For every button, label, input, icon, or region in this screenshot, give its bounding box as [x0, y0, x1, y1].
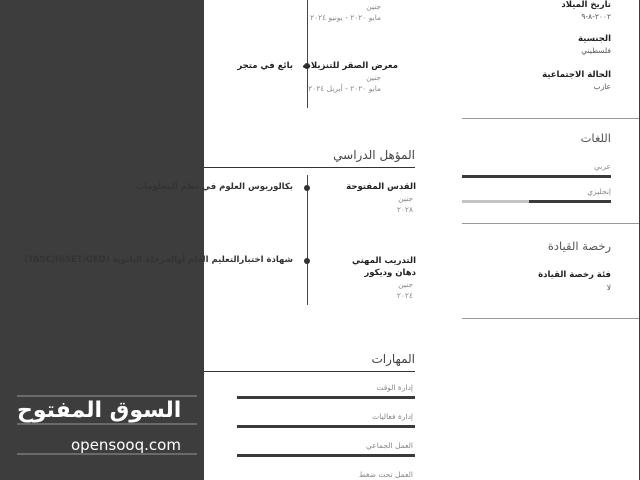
lang-2-name: إنجليزي	[588, 187, 612, 196]
license-label: فئة رخصة القيادة	[539, 270, 612, 280]
exp-1-dates: مايو ٢٠٢٠ - يونيو ٢٠٢٤	[311, 13, 382, 22]
skill-2-bar	[238, 425, 416, 428]
skill-1-bar-fill	[238, 396, 416, 399]
edu-2-location: جنين	[399, 280, 414, 289]
education-timeline	[308, 175, 309, 305]
edu-2-degree: شهادة اختبارالتعليم العام أوالمرحلة الثانوية (TASC/HiSET/GED)	[24, 255, 294, 265]
opensooq-logo-arabic: السوق المفتوح	[18, 398, 183, 423]
skill-2-bar-fill	[238, 425, 416, 428]
license-heading: رخصة القيادة	[548, 239, 612, 253]
edu-1-school: القدس المفتوحة	[347, 182, 417, 192]
left-skill-bar-2	[18, 423, 198, 425]
sidebar-divider-3	[463, 318, 640, 319]
skill-3-bar	[238, 454, 416, 457]
skill-1-name: إدارة الوقت	[377, 383, 414, 392]
edu-1-year: ٢٠٢٨	[397, 205, 414, 214]
skill-4-name: العمل تحت ضغط	[359, 470, 414, 479]
marital-value: عازب	[594, 82, 612, 91]
sidebar-divider-2	[463, 223, 640, 224]
skill-2-name: إدارة فعاليات	[373, 412, 414, 421]
edu-2-dot	[305, 258, 311, 264]
marital-label: الحالة الاجتماعية	[543, 70, 612, 80]
lang-1-bar	[463, 175, 612, 178]
lang-1-name: عربي	[595, 162, 612, 171]
languages-heading: اللغات	[581, 131, 612, 145]
edu-2-year: ٢٠٢٤	[397, 291, 414, 300]
exp-2-dates: مايو ٢٠٢٠ - أبريل ٢٠٢٤	[309, 84, 382, 93]
exp-2-role: بائع في متجر	[238, 61, 294, 71]
edu-1-location: جنين	[399, 194, 414, 203]
license-value: لا	[607, 283, 612, 292]
birth-value: ٢٠٠٢-٨-٩	[582, 12, 612, 21]
sidebar-divider-1	[463, 118, 640, 119]
education-heading: المؤهل الدراسي	[334, 148, 416, 162]
nationality-label: الجنسية	[579, 34, 612, 44]
edu-1-degree: بكالوريوس العلوم في نظم المعلومات	[136, 182, 294, 192]
exp-2-location: جنين	[367, 73, 382, 82]
lang-1-bar-fill	[463, 175, 612, 178]
education-rule	[205, 167, 416, 168]
resume-main-column	[205, 0, 433, 480]
lang-2-bar-fill	[530, 200, 612, 203]
exp-1-location: جنين	[367, 2, 382, 11]
nationality-value: فلسطيني	[582, 46, 612, 55]
birth-label: تاريخ الميلاد	[562, 0, 612, 10]
left-skill-bar-1	[18, 395, 198, 397]
opensooq-logo-latin: opensooq.com	[72, 436, 182, 454]
skills-heading: المهارات	[372, 352, 416, 366]
skill-1-bar	[238, 396, 416, 399]
skills-rule	[205, 371, 416, 372]
skill-3-bar-fill	[238, 454, 416, 457]
edu-2-school: التدريب المهني دهان وديكور	[352, 256, 417, 278]
skill-3-name: العمل الجماعي	[367, 441, 414, 450]
edu-1-dot	[305, 185, 311, 191]
exp-2-company: معرض الصقر للتنزيلات	[303, 61, 399, 71]
lang-2-bar	[463, 200, 612, 203]
